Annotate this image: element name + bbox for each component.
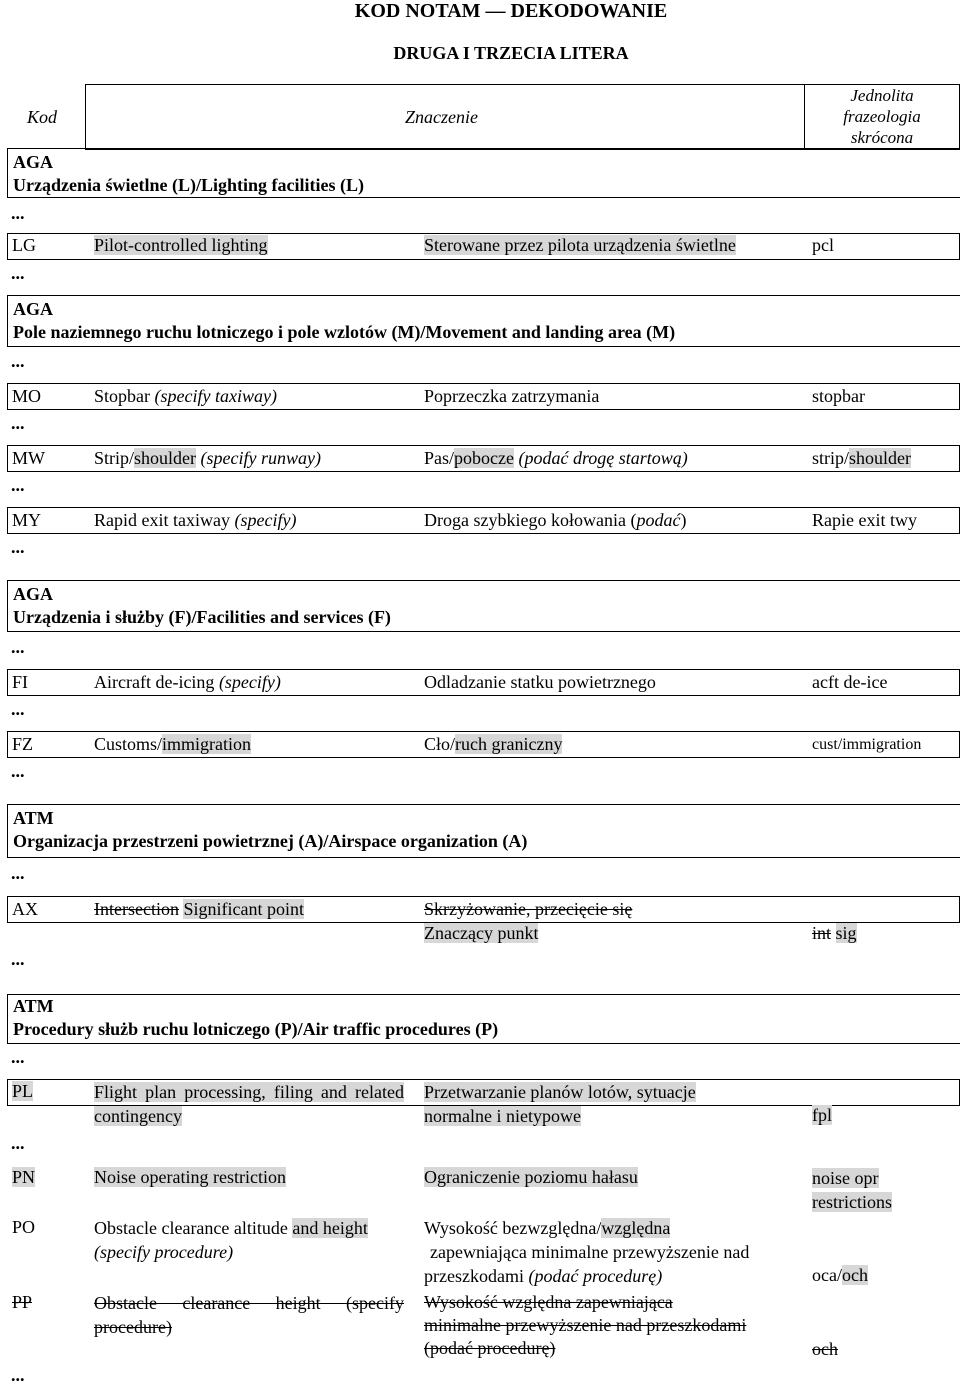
row-polish: Pas/pobocze (podać drogę startową) bbox=[424, 448, 688, 468]
header-phrase: Jednolita frazeologia skrócona bbox=[843, 86, 921, 147]
row-english: Customs/immigration bbox=[94, 734, 252, 754]
row-english: Obstacle clearance height (specify procedure) bbox=[94, 1293, 404, 1337]
section-header: ATM Organizacja przestrzeni powietrznej (A)/Airspace organization (A) bbox=[7, 804, 960, 858]
row-abbr: Rapie exit twy bbox=[812, 510, 917, 530]
ellipsis: ... bbox=[11, 203, 25, 223]
row-polish: Cło/ruch graniczny bbox=[424, 734, 563, 754]
section-header: AGA Urządzenia i służby (F)/Facilities and services (F) bbox=[7, 580, 960, 632]
ellipsis: ... bbox=[11, 863, 25, 883]
header-code: Kod bbox=[27, 107, 58, 127]
row-abbr: och bbox=[812, 1339, 838, 1359]
ellipsis: ... bbox=[11, 413, 25, 433]
row-english: Obstacle clearance altitude and height (specify procedure) bbox=[94, 1218, 368, 1262]
row-polish: Skrzyżowanie, przecięcie się bbox=[424, 899, 633, 919]
ellipsis: ... bbox=[11, 1365, 25, 1385]
row-code: MO bbox=[12, 386, 42, 406]
header-meaning: Znaczenie bbox=[405, 107, 478, 127]
ellipsis: ... bbox=[11, 263, 25, 283]
row-polish: Odladzanie statku powietrznego bbox=[424, 672, 656, 692]
ellipsis: ... bbox=[11, 699, 25, 719]
row-abbr: noise opr restrictions bbox=[812, 1168, 892, 1212]
ellipsis: ... bbox=[11, 1133, 25, 1153]
row-english: Stopbar (specify taxiway) bbox=[94, 386, 277, 406]
row-abbr: strip/shoulder bbox=[812, 448, 912, 468]
section-header: AGA Pole naziemnego ruchu lotniczego i pole wzlotów (M)/Movement and landing area (M) bbox=[7, 295, 960, 347]
row-code: MW bbox=[12, 448, 45, 468]
row-code: MY bbox=[12, 510, 42, 530]
row-polish: Wysokość względna zapewniająca minimalne przewyższenie nad przeszkodami (podać procedurę) bbox=[424, 1292, 747, 1358]
row-abbr: int sig bbox=[812, 923, 857, 943]
row-code: PN bbox=[12, 1167, 36, 1187]
row-polish: Ograniczenie poziomu hałasu bbox=[424, 1167, 638, 1187]
row-abbr: fpl bbox=[812, 1105, 832, 1125]
section-header: AGA Urządzenia świetlne (L)/Lighting facilities (L) bbox=[7, 148, 960, 198]
row-abbr: oca/och bbox=[812, 1265, 868, 1285]
row-code: PO bbox=[12, 1217, 36, 1237]
row-polish: Sterowane przez pilota urządzenia świetlne bbox=[424, 235, 736, 255]
row-english: Rapid exit taxiway (specify) bbox=[94, 510, 297, 530]
row-abbr: acft de-ice bbox=[812, 672, 888, 692]
ellipsis: ... bbox=[11, 637, 25, 657]
row-code: LG bbox=[12, 235, 36, 255]
row-abbr: cust/immigration bbox=[812, 736, 922, 753]
row-polish: Wysokość bezwzględna/względna zapewniająca minimalne przewyższenie nad przeszkodami (podać procedurę) bbox=[424, 1218, 750, 1286]
ellipsis: ... bbox=[11, 537, 25, 557]
row-code: FZ bbox=[12, 734, 34, 754]
row-english: Strip/shoulder (specify runway) bbox=[94, 448, 321, 468]
ellipsis: ... bbox=[11, 761, 25, 781]
ellipsis: ... bbox=[11, 351, 25, 371]
row-english: Aircraft de-icing (specify) bbox=[94, 672, 281, 692]
ellipsis: ... bbox=[11, 475, 25, 495]
row-code: PL bbox=[12, 1081, 34, 1101]
row-code: PP bbox=[12, 1292, 33, 1312]
row-english: Flight plan processing, filing and related contingency bbox=[94, 1082, 404, 1126]
section-header: ATM Procedury służb ruchu lotniczego (P)/Air traffic procedures (P) bbox=[7, 994, 960, 1044]
row-abbr: pcl bbox=[812, 235, 834, 255]
row-polish: Przetwarzanie planów lotów, sytuacje normalne i nietypowe bbox=[424, 1082, 696, 1126]
row-polish: Droga szybkiego kołowania (podać) bbox=[424, 510, 687, 530]
page-title: KOD NOTAM — DEKODOWANIE bbox=[354, 0, 668, 22]
row-abbr: stopbar bbox=[812, 386, 865, 406]
row-english: Pilot-controlled lighting bbox=[94, 235, 268, 255]
ellipsis: ... bbox=[11, 949, 25, 969]
page-subtitle: DRUGA I TRZECIA LITERA bbox=[393, 43, 629, 63]
row-english: Noise operating restriction bbox=[94, 1167, 286, 1187]
row-code: AX bbox=[12, 899, 38, 919]
row-polish: Poprzeczka zatrzymania bbox=[424, 386, 600, 406]
ellipsis: ... bbox=[11, 1047, 25, 1067]
row-code: FI bbox=[12, 672, 29, 692]
row-english: Intersection Significant point bbox=[94, 899, 304, 919]
row-polish-new: Znaczący punkt bbox=[424, 923, 539, 943]
